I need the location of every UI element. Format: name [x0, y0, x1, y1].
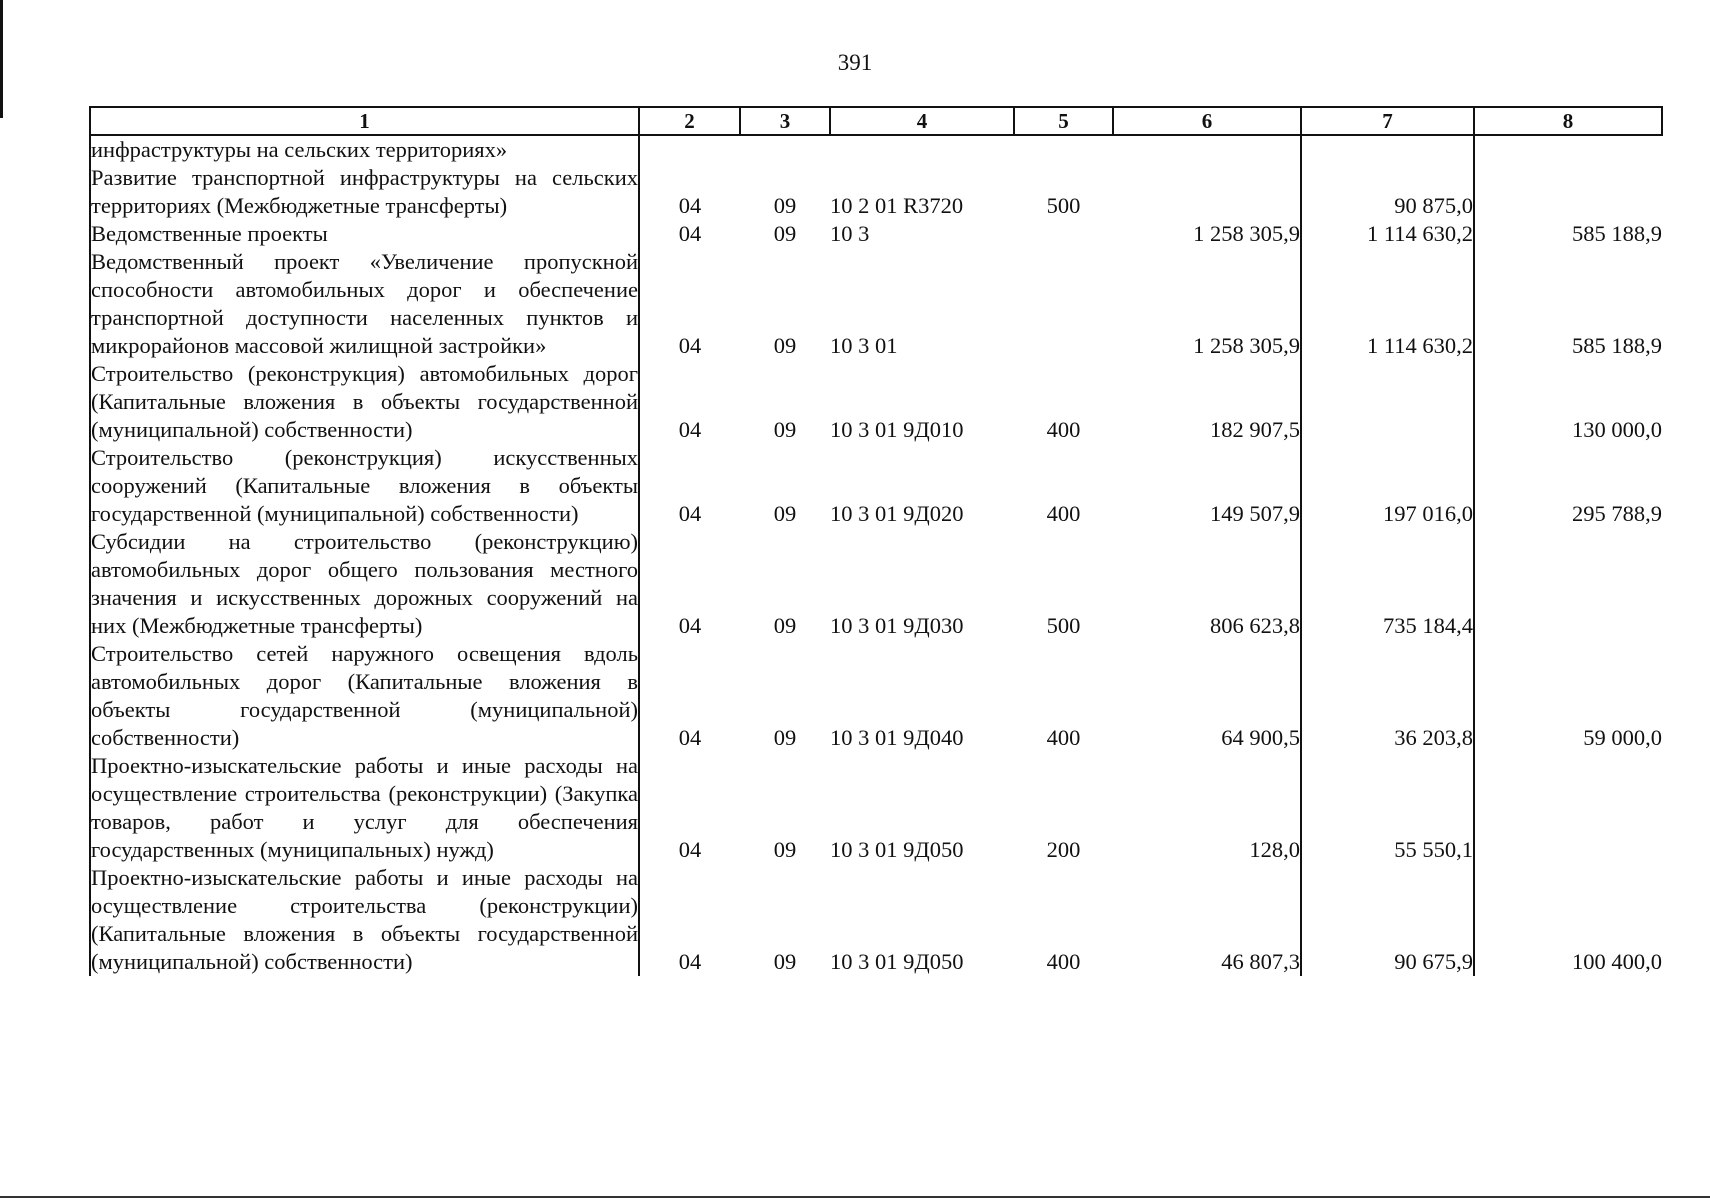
- amount-col8-cell: [1474, 528, 1662, 640]
- subsection-code-cell: 09: [773, 221, 797, 246]
- table-row: [90, 220, 1662, 248]
- expense-type-cell: 200: [1046, 837, 1081, 862]
- section-code-cell: 04: [678, 333, 702, 358]
- row-name-cell: Строительство сетей наружного освещения вдоль автомобильных дорог (Капитальные вложения в объекты государственной (муниципальной) собственности): [91, 641, 638, 750]
- amount-col6-cell: 1 258 305,9: [1113, 220, 1301, 248]
- section-code-cell: [639, 135, 740, 164]
- table-row: [90, 528, 1662, 640]
- column-header: 6: [1113, 107, 1301, 135]
- row-name-cell: Ведомственный проект «Увеличение пропускной способности автомобильных дорог и обеспечение транспортной доступности населенных пунктов и микрорайонов массовой жилищной застройки»: [91, 249, 638, 358]
- amount-col8-cell: 585 188,9: [1572, 221, 1662, 246]
- subsection-code-cell: 09: [773, 613, 797, 638]
- expense-type-cell: [1014, 135, 1113, 164]
- section-code-cell: 04: [678, 501, 702, 526]
- table-row: [90, 135, 1662, 164]
- amount-col6-cell: 806 623,8: [1113, 528, 1301, 640]
- amount-col7-cell: 90 675,9: [1301, 864, 1474, 976]
- scan-bottom-line: [0, 1196, 1710, 1198]
- target-article-cell: 10 3 01 9Д010: [830, 417, 964, 442]
- amount-col7-cell: 1 114 630,2: [1301, 248, 1474, 360]
- subsection-code-cell: 09: [773, 837, 797, 862]
- expense-type-cell: [1014, 220, 1113, 248]
- amount-col6-cell: 149 507,9: [1113, 444, 1301, 528]
- target-article-cell: 10 3 01: [830, 333, 898, 358]
- table-row: [90, 640, 1662, 752]
- expense-type-cell: 500: [1046, 193, 1081, 218]
- amount-col6-cell: 46 807,3: [1113, 864, 1301, 976]
- row-name-cell: Строительство (реконструкция) искусственных сооружений (Капитальные вложения в объекты государственной (муниципальной) собственности): [91, 445, 638, 526]
- section-code-cell: 04: [678, 417, 702, 442]
- amount-col8-cell: [1474, 752, 1662, 864]
- target-article-cell: 10 3 01 9Д030: [830, 613, 964, 638]
- section-code-cell: 04: [678, 221, 702, 246]
- column-header: 2: [639, 107, 740, 135]
- amount-col7-cell: 55 550,1: [1301, 752, 1474, 864]
- target-article-cell: 10 3: [830, 221, 870, 246]
- column-header: 1: [90, 107, 639, 135]
- row-name-cell: Ведомственные проекты: [90, 220, 639, 248]
- target-article-cell: 10 3 01 9Д050: [830, 949, 964, 974]
- amount-col8-cell: 295 788,9: [1572, 501, 1662, 526]
- column-header: 7: [1301, 107, 1474, 135]
- table-header-row: [90, 107, 1662, 135]
- table-row: [90, 164, 1662, 220]
- amount-col8-cell: 59 000,0: [1583, 725, 1662, 750]
- amount-col8-cell: 100 400,0: [1572, 949, 1662, 974]
- subsection-code-cell: 09: [773, 417, 797, 442]
- target-article-cell: 10 3 01 9Д020: [830, 501, 964, 526]
- amount-col7-cell: 197 016,0: [1301, 444, 1474, 528]
- row-name-cell: Проектно-изыскательские работы и иные расходы на осуществление строительства (реконструкции) (Закупка товаров, работ и услуг для обеспечения государственных (муниципальных) нужд): [91, 753, 638, 862]
- row-name-cell: Субсидии на строительство (реконструкцию) автомобильных дорог общего пользования местного значения и искусственных дорожных сооружений на них (Межбюджетные трансферты): [91, 529, 638, 638]
- section-code-cell: 04: [678, 193, 702, 218]
- amount-col6-cell: 182 907,5: [1113, 360, 1301, 444]
- column-header: 3: [740, 107, 830, 135]
- subsection-code-cell: 09: [773, 725, 797, 750]
- row-name-cell: инфраструктуры на сельских территориях»: [90, 135, 639, 164]
- subsection-code-cell: 09: [773, 949, 797, 974]
- section-code-cell: 04: [678, 949, 702, 974]
- table-row: [90, 444, 1662, 528]
- amount-col6-cell: 1 258 305,9: [1113, 248, 1301, 360]
- amount-col6-cell: [1113, 164, 1301, 220]
- subsection-code-cell: [740, 135, 830, 164]
- table-row: [90, 752, 1662, 864]
- expense-type-cell: [1014, 248, 1113, 360]
- amount-col7-cell: 735 184,4: [1301, 528, 1474, 640]
- page-number: 391: [837, 50, 873, 75]
- row-name-cell: Строительство (реконструкция) автомобильных дорог (Капитальные вложения в объекты государственной (муниципальной) собственности): [91, 361, 638, 442]
- column-header: 5: [1014, 107, 1113, 135]
- section-code-cell: 04: [678, 613, 702, 638]
- amount-col8-cell: [1474, 135, 1662, 164]
- target-article-cell: 10 3 01 9Д040: [830, 725, 964, 750]
- subsection-code-cell: 09: [773, 501, 797, 526]
- column-header: 8: [1474, 107, 1662, 135]
- table-row: [90, 360, 1662, 444]
- expense-type-cell: 400: [1046, 417, 1081, 442]
- table-row: [90, 248, 1662, 360]
- target-article-cell: 10 2 01 R3720: [830, 193, 964, 218]
- amount-col7-cell: 36 203,8: [1301, 640, 1474, 752]
- amount-col8-cell: 585 188,9: [1572, 333, 1662, 358]
- amount-col6-cell: 64 900,5: [1113, 640, 1301, 752]
- subsection-code-cell: 09: [773, 193, 797, 218]
- expense-type-cell: 400: [1046, 949, 1081, 974]
- amount-col7-cell: [1301, 135, 1474, 164]
- row-name-cell: Проектно-изыскательские работы и иные расходы на осуществление строительства (реконструкции) (Капитальные вложения в объекты государственной (муниципальной) собственности): [91, 865, 638, 974]
- expense-type-cell: 400: [1046, 725, 1081, 750]
- column-header: 4: [830, 107, 1014, 135]
- expense-type-cell: 500: [1046, 613, 1081, 638]
- budget-table: [89, 106, 1663, 976]
- row-name-cell: Развитие транспортной инфраструктуры на сельских территориях (Межбюджетные трансферты): [91, 165, 638, 218]
- target-article-cell: [830, 135, 1014, 164]
- amount-col6-cell: 128,0: [1113, 752, 1301, 864]
- table-row: [90, 864, 1662, 976]
- amount-col7-cell: [1301, 360, 1474, 444]
- amount-col7-cell: 1 114 630,2: [1301, 220, 1474, 248]
- amount-col6-cell: [1113, 135, 1301, 164]
- amount-col8-cell: 130 000,0: [1572, 417, 1662, 442]
- amount-col8-cell: [1474, 164, 1662, 220]
- amount-col7-cell: 90 875,0: [1301, 164, 1474, 220]
- target-article-cell: 10 3 01 9Д050: [830, 837, 964, 862]
- section-code-cell: 04: [678, 725, 702, 750]
- subsection-code-cell: 09: [773, 333, 797, 358]
- section-code-cell: 04: [678, 837, 702, 862]
- expense-type-cell: 400: [1046, 501, 1081, 526]
